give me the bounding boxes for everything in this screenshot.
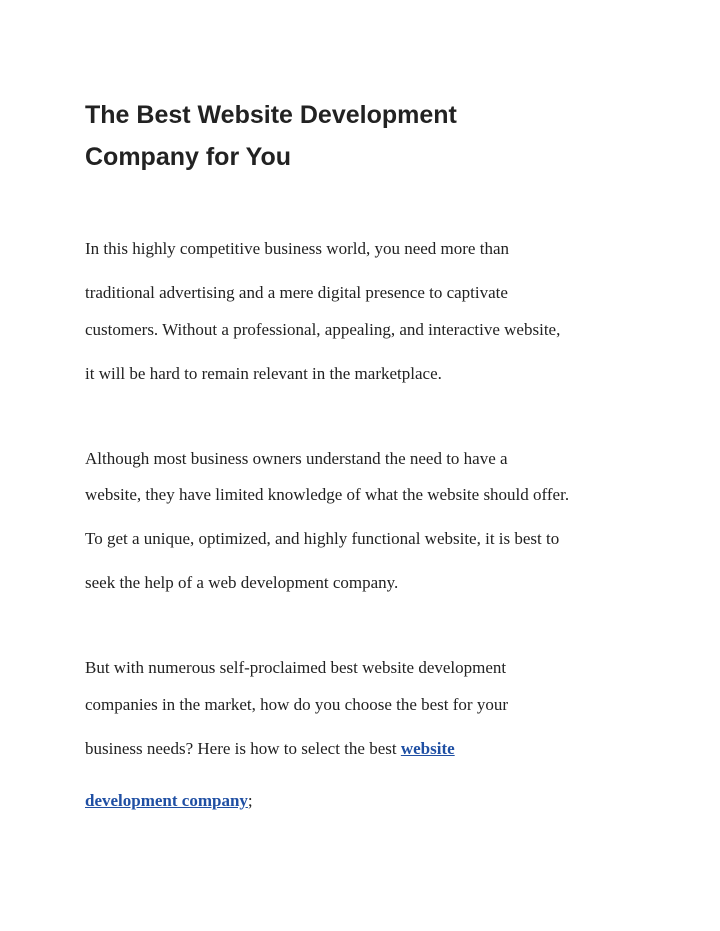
paragraph-2-line-4: seek the help of a web development company. xyxy=(85,573,399,592)
paragraph-2-line-2: website, they have limited knowledge of what the website should offer. xyxy=(85,485,570,504)
title-line-2: Company for You xyxy=(85,143,292,171)
paragraph-3-line-3 xyxy=(85,738,455,760)
paragraph-1-line-3: customers. Without a professional, appealing, and interactive website, xyxy=(85,320,561,339)
title-line-1: The Best Website Development xyxy=(85,101,457,129)
paragraph-1-line-1: In this highly competitive business world, you need more than xyxy=(85,239,509,258)
paragraph-3-line-2: companies in the market, how do you choose the best for your xyxy=(85,695,509,714)
website-development-link-part-1[interactable]: website xyxy=(400,739,455,758)
paragraph-1-line-2: traditional advertising and a mere digital presence to captivate xyxy=(85,283,508,302)
paragraph-2-line-1: Although most business owners understand the need to have a xyxy=(85,449,508,468)
paragraph-2-line-3: To get a unique, optimized, and highly functional website, it is best to xyxy=(85,529,560,548)
paragraph-1-line-4: it will be hard to remain relevant in the marketplace. xyxy=(85,364,442,383)
website-development-link-part-2[interactable]: development company xyxy=(85,791,248,810)
paragraph-3-line-4-suffix: ; xyxy=(247,791,253,810)
document-title xyxy=(85,94,645,178)
paragraph-3-line-4 xyxy=(85,790,253,812)
paragraph-3-line-1: But with numerous self-proclaimed best website development xyxy=(85,658,507,677)
paragraph-3-line-3-text: business needs? Here is how to select the best xyxy=(85,739,401,758)
